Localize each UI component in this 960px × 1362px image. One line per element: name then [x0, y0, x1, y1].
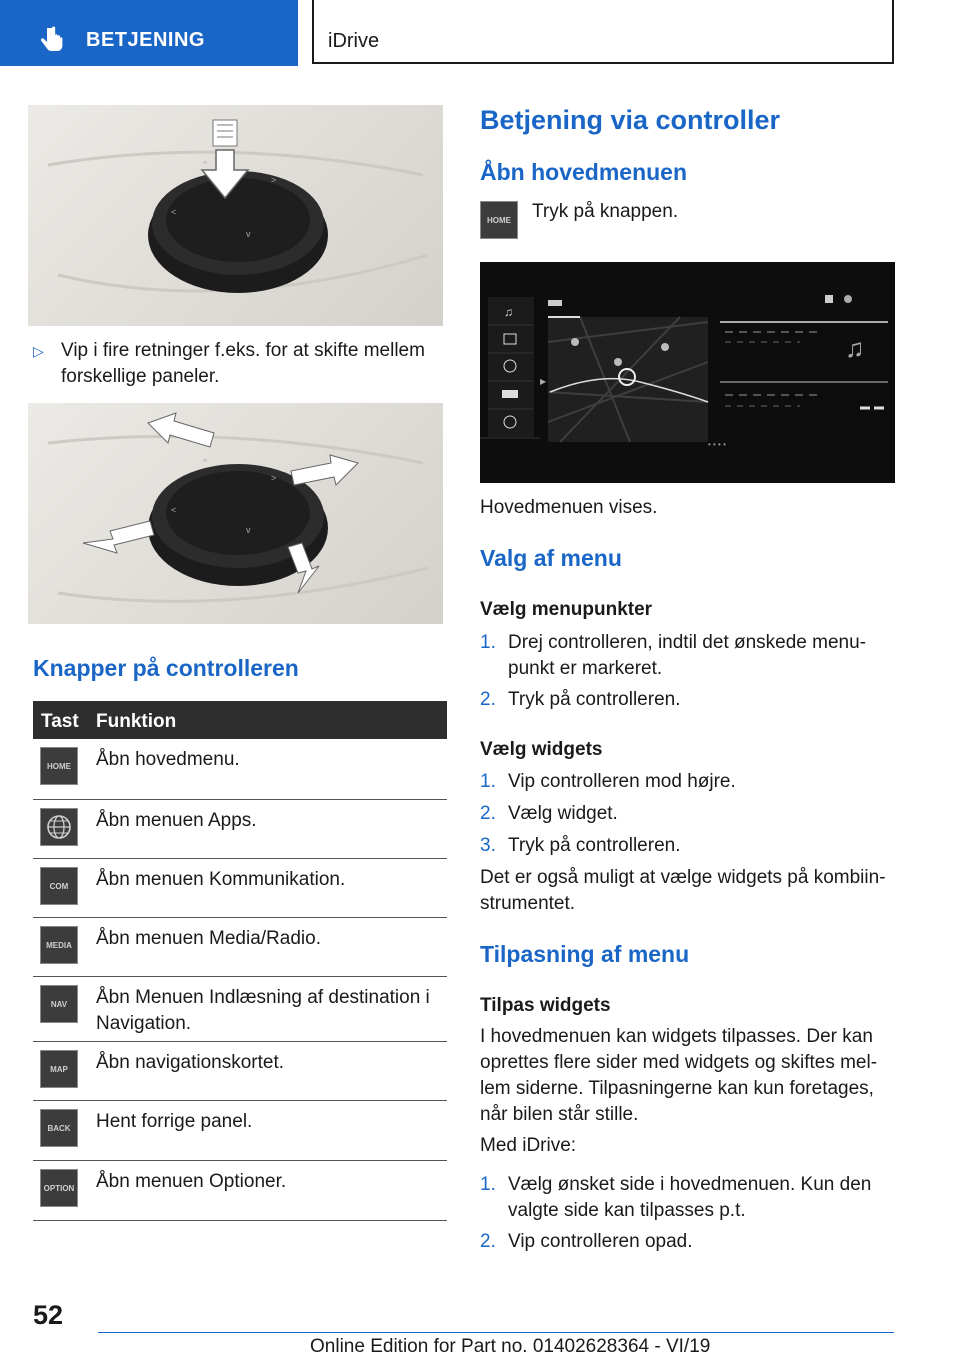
svg-text:^: ^ [203, 159, 208, 169]
table-row [33, 800, 447, 859]
list-number: 2. [480, 803, 496, 824]
adapt-paragraph-line1: I hovedmenuen kan widgets tilpasses. Der kan [480, 1026, 873, 1047]
section-tab [0, 0, 298, 66]
row-description: Åbn menuen Apps. [96, 810, 257, 831]
table-row [33, 918, 447, 977]
row-description: Åbn navigationskortet. [96, 1052, 285, 1073]
tilt-caption: ▷ Vip i fire retninger f.eks. for at skifte mellem [33, 340, 425, 361]
svg-text:♫: ♫ [504, 305, 513, 319]
page-number: 52 [33, 1300, 64, 1330]
nav-button-icon: NAV [40, 985, 78, 1023]
list-number: 2. [480, 689, 496, 710]
svg-text:v: v [246, 229, 251, 239]
press-button-text: Tryk på knappen. [532, 201, 679, 222]
table-header [33, 701, 447, 739]
list-number: 2. [480, 1231, 496, 1252]
adapt-items-list [480, 1172, 900, 1262]
media-button-icon: MEDIA [40, 926, 78, 964]
table-row [33, 977, 447, 1042]
widgets-note-line1: Det er også muligt at vælge widgets på kombiin- [480, 867, 886, 888]
tilt-caption-line2: forskellige paneler. [61, 366, 220, 387]
with-idrive-text: Med iDrive: [480, 1135, 577, 1156]
row-description: Åbn menuen Media/Radio. [96, 928, 321, 949]
option-button-icon: OPTION [40, 1169, 78, 1207]
controller-tilt-illustration [28, 403, 443, 624]
svg-text:<: < [171, 207, 177, 217]
row-description: Hent forrige panel. [96, 1111, 253, 1132]
controller-press-illustration [28, 105, 443, 326]
com-button-icon: COM [40, 867, 78, 905]
list-item-cont: valgte side kan tilpasses p.t. [508, 1200, 746, 1221]
chapter-tab [312, 0, 894, 64]
back-button-icon: BACK [40, 1109, 78, 1147]
page-title: Betjening via controller [480, 105, 781, 135]
svg-text:v: v [246, 525, 251, 535]
triangle-bullet-icon: ▷ [33, 343, 44, 359]
list-item: Vip controlleren opad. [508, 1231, 693, 1252]
select-items-title: Vælg menupunkter [480, 599, 653, 620]
table-row [33, 739, 447, 800]
column-key: Tast [41, 711, 79, 732]
table-row [33, 859, 447, 918]
idrive-main-menu-screenshot [480, 262, 895, 483]
idrive-screen-drawing [480, 262, 895, 483]
table-row [33, 1101, 447, 1161]
row-description: Åbn hovedmenu. [96, 749, 240, 770]
list-number: 1. [480, 1174, 496, 1195]
chapter-title: iDrive [328, 30, 380, 52]
list-item: Tryk på controlleren. [508, 835, 681, 856]
list-number: 1. [480, 771, 496, 792]
edition-text: Online Edition for Part no. 01402628364 - VI/19 [310, 1336, 711, 1357]
svg-text:>: > [271, 473, 277, 483]
table-row [33, 1161, 447, 1221]
row-description-line1: Åbn Menuen Indlæsning af destination i [96, 987, 430, 1008]
adapt-paragraph-line3: lem siderne. Tilpasningerne kan kun foretages, [480, 1078, 874, 1099]
list-item: Vælg ønsket side i hovedmenuen. Kun den [508, 1174, 872, 1195]
svg-text:♫: ♫ [845, 333, 865, 363]
map-button-icon: MAP [40, 1050, 78, 1088]
controller-press-drawing [28, 105, 443, 326]
footer-divider [98, 1332, 894, 1333]
widgets-title: Vælg widgets [480, 739, 603, 760]
hand-pointer-icon [36, 24, 68, 56]
list-number: 3. [480, 835, 496, 856]
row-description: Åbn menuen Kommunikation. [96, 869, 346, 890]
list-item: Drej controlleren, indtil det ønskede menu- [508, 632, 867, 653]
globe-apps-button-icon [40, 808, 78, 846]
list-item-cont: punkt er markeret. [508, 658, 663, 679]
svg-text:• • • •: • • • • [708, 440, 726, 449]
svg-text:▶: ▶ [540, 377, 547, 386]
adapt-paragraph-line4: når bilen står stille. [480, 1104, 639, 1125]
list-item: Tryk på controlleren. [508, 689, 681, 710]
adapt-paragraph-line2: oprettes flere sider med widgets og skiftes mel- [480, 1052, 878, 1073]
table-row [33, 1042, 447, 1101]
menu-shown-text: Hovedmenuen vises. [480, 497, 658, 518]
controller-tilt-drawing [28, 403, 443, 624]
row-description-line2: Navigation. [96, 1013, 192, 1034]
adapt-menu-heading: Tilpasning af menu [480, 941, 690, 967]
row-description [96, 985, 441, 1037]
home-key-icon: HOME [480, 201, 518, 239]
list-number: 1. [480, 632, 496, 653]
row-description: Åbn menuen Optioner. [96, 1171, 287, 1192]
svg-text:>: > [271, 175, 277, 185]
buttons-heading: Knapper på controlleren [33, 655, 299, 681]
section-title: BETJENING [86, 29, 205, 51]
select-menu-heading: Valg af menu [480, 545, 622, 571]
widgets-note-line2: strumentet. [480, 893, 576, 914]
svg-text:^: ^ [203, 457, 208, 467]
widgets-list [480, 769, 900, 869]
select-items-list [480, 630, 900, 740]
home-button-icon: HOME [40, 747, 78, 785]
column-function: Funktion [96, 711, 177, 732]
list-item: Vælg widget. [508, 803, 618, 824]
open-menu-heading: Åbn hovedmenuen [480, 159, 688, 185]
list-item: Vip controlleren mod højre. [508, 771, 736, 792]
adapt-widgets-title: Tilpas widgets [480, 995, 611, 1016]
svg-text:<: < [171, 505, 177, 515]
